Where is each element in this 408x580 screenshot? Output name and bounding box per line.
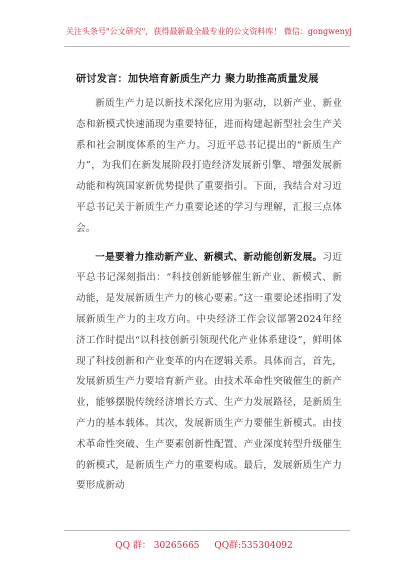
header-notice: 关注头条号"公文研究"，获得最新最全最专业的公文资料库！ 微信：gongwenyj — [66, 27, 352, 36]
paragraph-text: 习近平总书记深刻指出：“科技创新能够催生新产业、新模式、新动能，是发展新质生产力的核心要素。”这一重要论述指明了发展新质生产力的主攻方向。中央经济工作会议部署2024年经济工作时提出“以科技创新引领现代化产业体系建设”，鲜明体现了科技创新和产业变革的内在逻辑关系。具体而言，首先，发展新质生产力要培育新产业。由技术革命性突破催生的新产业，能够摆脱传统经济增长方式、生产力发展路径，是新质生产力的基本载体。其次，发展新质生产力要催生新模式。由技术革命性突破、生产要素创新性配置、产业深度转型升级催生的新模式，是新质生产力的重要构成。最后，发展新质生产力要形成新动 — [76, 251, 342, 492]
footer-qq-group-2: QQ群:535304092 — [214, 541, 293, 551]
footer-qq-group: QQ 群： 30265665 — [115, 541, 200, 551]
footer-contact — [0, 538, 408, 551]
paragraph-intro — [76, 94, 342, 240]
header-divider — [64, 46, 350, 47]
paragraph-text: 新质生产力是以新技术深化应用为驱动，以新产业、新业态和新模式快速涌现为重要特征，进而构建起新型社会生产关系和社会制度体系的生产力。习近平总书记提出的“新质生产力”，为我们在新发展阶段打造经济发展新引擎、增强发展新动能和构筑国家新优势提供了重要指引。下面，我结合对习近平总书记关于新质生产力重要论述的学习与理解，汇报三点体会。 — [76, 98, 342, 234]
page-header — [0, 0, 408, 60]
footer-divider — [64, 530, 350, 531]
paragraph-lead: 一是要着力推动新产业、新模式、新动能创新发展。 — [95, 251, 323, 263]
document-title: 研讨发言：加快培育新质生产力 聚力助推高质量发展 — [76, 73, 319, 85]
page-footer — [0, 530, 408, 554]
paragraph-point-one — [76, 248, 342, 498]
document-body — [76, 94, 342, 497]
